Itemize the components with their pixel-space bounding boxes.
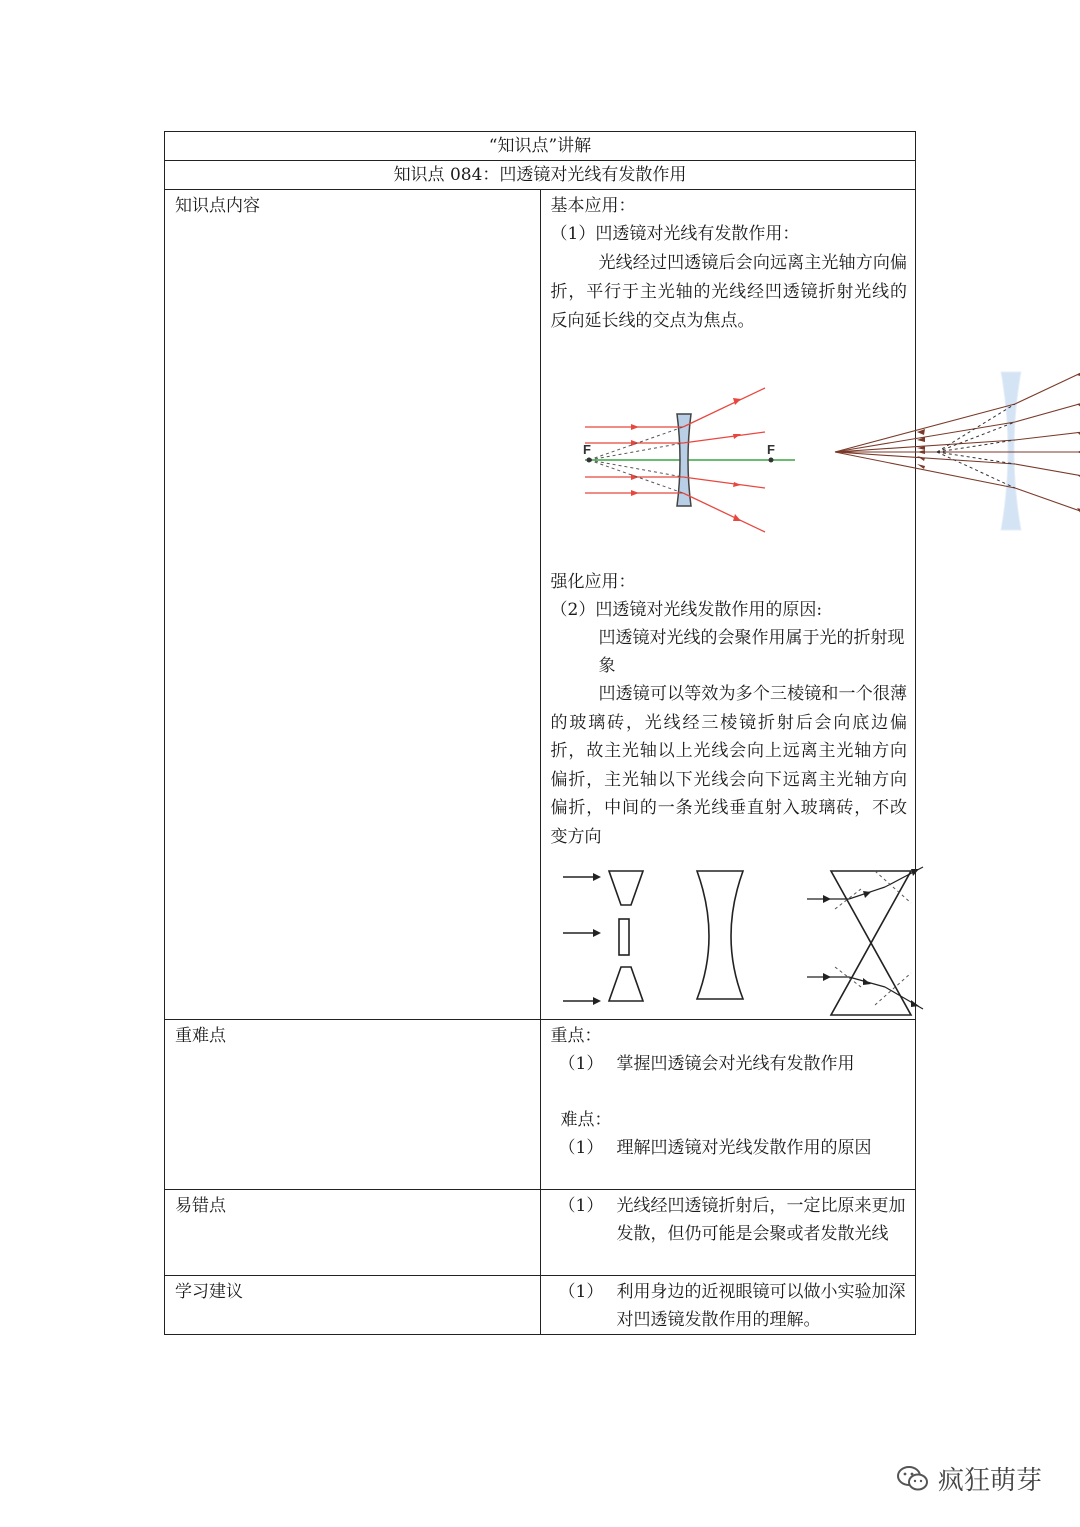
row-label-mistake: 易错点: [165, 1190, 541, 1276]
table-subtitle: 知识点 084：凹透镜对光线有发散作用: [165, 161, 916, 190]
key-cell: [540, 1020, 916, 1190]
prism-bottom: [609, 967, 643, 1001]
hard-item: [551, 1134, 908, 1162]
concave-lens-figure: [545, 340, 1080, 564]
watermark-text: 疯狂萌芽: [938, 1466, 1043, 1496]
right-ray-diagram: [835, 340, 1080, 536]
strong-text-1: 凹透镜对光线的会聚作用属于光的折射现象: [598, 628, 905, 676]
prism-top: [609, 871, 643, 905]
advice-num: （1）: [558, 1282, 604, 1302]
hard-num: （1）: [558, 1138, 604, 1158]
watermark: [896, 1460, 1042, 1497]
hard-text: 理解凹透镜对光线发散作用的原因: [616, 1138, 872, 1158]
focus-label-right: F: [766, 442, 775, 457]
mistake-text: 光线经凹透镜折射后，一定比原来更加发散，但仍可能是会聚或者发散光线: [616, 1196, 906, 1244]
mistake-num: （1）: [558, 1196, 604, 1216]
key-text: 掌握凹透镜会对光线有发散作用: [616, 1054, 855, 1074]
wechat-icon: [896, 1465, 930, 1493]
advice-item: [551, 1278, 908, 1334]
key-num: （1）: [558, 1054, 604, 1074]
left-ray-diagram: [583, 388, 795, 532]
table-title: “知识点”讲解: [165, 132, 916, 161]
row-label-advice: 学习建议: [165, 1276, 541, 1335]
strong-text-2: 凹透镜可以等效为多个三棱镜和一个很薄的玻璃砖，光线经三棱镜折射后会向底边偏折，故主光轴以上光线会向上远离主光轴方向偏折，主光轴以下光线会向下远离主光轴方向偏折，中间的一条光线垂直射入玻璃砖，不改变方向: [550, 684, 907, 847]
knowledge-table: [164, 131, 916, 1335]
content-cell: [540, 190, 916, 1020]
basic-text: 光线经过凹透镜后会向远离主光轴方向偏折，平行于主光轴的光线经凹透镜折射光线的反向延长线的交点为焦点。: [550, 253, 907, 331]
concave-lens-right: [1001, 372, 1021, 530]
mistake-cell: [540, 1190, 916, 1276]
advice-cell: [540, 1276, 916, 1335]
concave-lens-outline: [697, 871, 743, 999]
key-title: 重点：: [550, 1026, 602, 1046]
prism-equivalence-figure: [555, 859, 1080, 1019]
key-item: [551, 1050, 908, 1078]
row-label-key: 重难点: [165, 1020, 541, 1190]
hard-title: 难点：: [560, 1110, 612, 1130]
mistake-item: [551, 1192, 908, 1248]
glass-block: [619, 919, 629, 955]
strong-title: 强化应用：: [550, 572, 636, 592]
row-label-content: 知识点内容: [165, 190, 541, 1020]
basic-title: 基本应用：: [550, 196, 636, 216]
focus-label-left: F: [582, 442, 591, 457]
strong-item: （2）凹透镜对光线发散作用的原因:: [550, 600, 823, 620]
basic-item: （1）凹透镜对光线有发散作用：: [550, 224, 800, 244]
advice-text: 利用身边的近视眼镜可以做小实验加深对凹透镜发散作用的理解。: [616, 1282, 906, 1330]
